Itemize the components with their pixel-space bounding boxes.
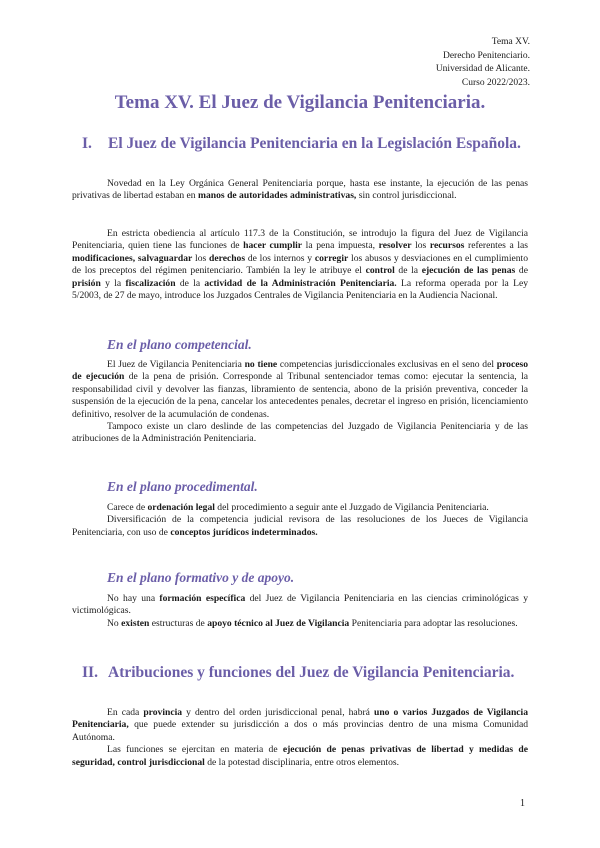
- competencial-paragraph-1: El Juez de Vigilancia Penitenciaria no tiene competencias jurisdiccionales exclusivas en el seno del proceso de ejecución de la pena de prisión. Corresponde al Tribunal sentenciador temas como: ejecutar la sentencia, la responsabilidad civil y devolver las fianzas, libramiento de sentencia, abono de la prisión preventiva, conceder la suspensión de la ejecución de la pena, cancelar los antecedentes penales, decretar el ingreso en prisión, licenciamiento definitivo, resolver de la acumulación de condenas. Tampoco existe un claro deslinde de las competencias del Juzgado de Vigilancia Penitenciaria y de las atribuciones de la Administración Penitenciaria.: [72, 359, 529, 445]
- subsection-formativo-heading: En el plano formativo y de apoyo.: [107, 570, 295, 585]
- section-2-paragraphs: En cada provincia y dentro del orden jurisdiccional penal, habrá uno o varios Juzgados de Vigilancia Penitenciaria, que puede extender su jurisdicción a dos o más provincias dentro de una misma Comunidad Autónoma. Las funciones se ejercitan en materia de ejecución de penas privativas de libertad y medidas de seguridad, control jurisdiccional de la potestad disciplinaria, entre otros elementos.: [72, 707, 528, 768]
- section-2-title: Atribuciones y funciones del Juez de Vigilancia Penitenciaria.: [108, 664, 515, 681]
- section-1-number: I.: [82, 135, 92, 152]
- section-2-heading: [82, 663, 528, 703]
- header-university: Universidad de Alicante.: [435, 64, 530, 74]
- section-2-number: II.: [82, 664, 98, 681]
- competencial-paragraph-2: Tampoco existe un claro deslinde de las competencias del Juzgado de Vigilancia Penitenciaria y de las atribuciones de la Administración Penitenciaria.: [72, 421, 528, 445]
- subsection-procedimental-heading: En el plano procedimental.: [107, 479, 258, 494]
- section-1-paragraph-2: En estricta obediencia al artículo 117.3 de la Constitución, se introdujo la figura del Juez de Vigilancia Penitenciaria, quien tiene las funciones de hacer cumplir la pena impuesta, resolver los recursos referentes a las modificaciones, salvaguardar los derechos de los internos y corregir los abusos y desviaciones en el cumplimiento de los preceptos del régimen penitenciario. También la ley le atribuye el control de la ejecución de las penas de prisión y la fiscalización de la actividad de la Administración Penitenciaria. La reforma operada por la Ley 5/2003, de 27 de mayo, introduce los Juzgados Centrales de Vigilancia Penitenciaria en la Audiencia Nacional.: [72, 228, 529, 302]
- section-1-paragraph-1: Novedad en la Ley Orgánica General Penitenciaria porque, hasta ese instante, la ejecución de las penas privativas de libertad estaban en manos de autoridades administrativas, sin control jurisdiccional.: [72, 178, 528, 202]
- page-title: Tema XV. El Juez de Vigilancia Penitenciaria.: [114, 92, 486, 113]
- header-course: Curso 2022/2023.: [461, 77, 530, 88]
- section-1-heading: [82, 134, 528, 174]
- subsection-competencial-heading: En el plano competencial.: [107, 337, 252, 352]
- document-header: [436, 36, 530, 90]
- page-number: 1: [520, 798, 525, 809]
- formativo-paragraphs: No hay una formación específica del Juez de Vigilancia Penitenciaria en las ciencias criminológicas y victimológicas. No existen estructuras de apoyo técnico al Juez de Vigilancia Penitenciaria para adoptar las resoluciones.: [72, 593, 529, 629]
- procedimental-paragraphs: Carece de ordenación legal del procedimiento a seguir ante el Juzgado de Vigilancia Penitenciaria. Diversificación de la competencia judicial revisora de las resoluciones de los Jueces de Vigilancia Penitenciaria, con uso de conceptos jurídicos indeterminados.: [72, 502, 528, 538]
- header-subject: Derecho Penitenciario.: [442, 50, 530, 61]
- header-topic: Tema XV.: [491, 37, 530, 47]
- section-1-title: El Juez de Vigilancia Penitenciaria en la Legislación Española.: [108, 135, 521, 152]
